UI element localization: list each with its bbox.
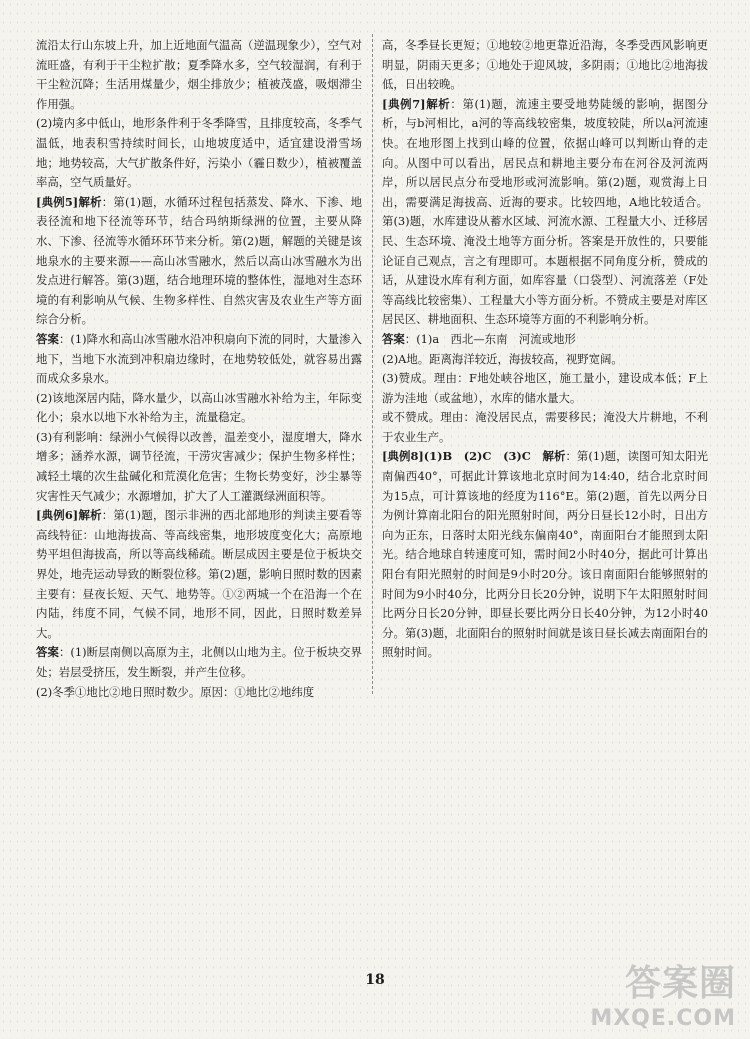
analysis-text: ：第(1)题，读图可知太阳光南偏西40°，可据此计算该地北京时间为14:40，结合北京时间为15点，可计算该地的经度为116°E。第(2)题，首先以两分日为例计算南北阳台的阳光照射时间，两分日昼长12小时，日出方向为正东，日落时太阳光线东偏南40°，南面阳台才能照到太阳光。结合地球自转速度可知，需时间2小时40分，据此可计算出阳台有阳光照射的时间是9小时20分。该日南面阳台能够照射的时间为9小时40分，比两分日长20分钟，说明下午太阳照射时间比两分日长20分钟，即昼长要比两分日长40分钟，为12小时40分。第(3)题，北面阳台的照射时间就是该日昼长减去南面阳台的照射时间。 — [382, 449, 708, 660]
example-5-analysis — [36, 193, 362, 330]
answer-label: 答案 — [36, 645, 59, 660]
analysis-label: 解析 — [542, 449, 566, 464]
analysis-label: 解析 — [425, 96, 451, 111]
analysis-text: ：第(1)题，水循环过程包括蒸发、降水、下渗、地表径流和地下径流等环节，结合玛纳斯绿洲的位置，主要从降水、下渗、径流等水循环环节来分析。第(2)题，解题的关键是该地泉水的主要来源——高山冰雪融水，然后以高山冰雪融水为出发点进行解答。第(3)题，结合地理环境的整体性，湿地对生态环境的有利影响从气候、生物多样性、自然灾害及农业生产等方面综合分析。 — [36, 194, 362, 327]
answer-text: (2)该地深居内陆，降水量少，以高山冰雪融水补给为主，年际变化小；泉水以地下水补给为主，流量稳定。 — [36, 390, 362, 425]
analysis-label: 解析 — [78, 194, 102, 209]
example-tag: [典例5] — [36, 194, 79, 209]
analysis-text: ：第(1)题，图示非洲的西北部地形的判读主要看等高线特征：山地海拔高、等高线密集，地形坡度变化大；高原地势平坦但海拔高，所以等高线稀疏。断层成因主要是位于板块交界处，地壳运动导致的断裂位移。第(2)题，影响日照时数的因素主要有：昼夜长短、天气、地势等。①②两城一个在沿海一个在内陆，纬度不同，气候不同，地形不同，因此，日照时数差异大。 — [36, 508, 362, 640]
answer-label: 答案 — [36, 331, 59, 346]
analysis-text: ：第(1)题，流速主要受地势陡缓的影响，据图分析，与b河相比，a河的等高线较密集，坡度较陡，所以a河流速快。在地形图上找到山峰的位置，依据山峰可以判断山脊的走向。从图中可以看出，居民点和耕地主要分布在河谷及河流两岸，所以居民点分布受地形或河流影响。第(2)题，观赏海上日出，需要满足海拔高、近海的要求。比较四地，A地比较适合。第(3)题，水库建设从蓄水区域、河流水源、工程量大小、迁移居民、生态环境、淹没土地等方面分析。答案是开放性的，只要能论证自己观点，言之有理即可。本题根据不同角度分析，赞成的话，从建设水库有利方面，如库容量（口袋型）、河流落差（F处等高线比较密集）、工程量大小等方面分析。不赞成主要是对库区居民区、耕地面积、生态环境等方面的不利影响分析。 — [382, 96, 708, 327]
answer-text: ：(1)a 西北—东南 河流或地形 — [404, 331, 576, 346]
example-tag: [典例8] — [382, 449, 424, 464]
paragraph: 流沿太行山东坡上升，加上近地面气温高（逆温现象少），空气对流旺盛，有利于干尘粒扩散；夏季降水多，空气较湿润，有利于干尘粒沉降；生活用煤量少，烟尘排放少；植被茂盛，吸烟滞尘作用强。 — [36, 38, 362, 111]
answer-text: (2)A地。距离海洋较近，海拔较高，视野宽阔。 — [382, 351, 623, 366]
left-column — [36, 36, 362, 702]
example-tag: [典例7] — [382, 96, 426, 111]
paragraph: (2)境内多中低山，地形条件利于冬季降雪，且排度较高，冬季气温低，地表积雪持续时间长，山地坡度适中，适宜建设滑雪场地；地势较高，大气扩散条件好，污染小（霾日数少），植被覆盖率高，空气质量好。 — [36, 116, 362, 190]
page-number: 18 — [365, 972, 385, 988]
analysis-label: 解析 — [78, 508, 102, 523]
example-tag: [典例6] — [36, 508, 79, 523]
answer-text: 或不赞成。理由：淹没居民点，需要移民；淹没大片耕地，不利于农业生产。 — [382, 410, 708, 444]
paragraph: 高，冬季昼长更短；①地较②地更靠近沿海，冬季受西风影响更明显，阴雨天更多；①地处于迎风坡，多阴雨；①地比②地海拔低，日出较晚。 — [382, 38, 708, 92]
column-divider — [372, 34, 373, 694]
answer-text: ：(1)降水和高山冰雪融水沿冲积扇向下流的同时，大量渗入地下，当地下水流到冲积扇边缘时，在地势较低处，就容易出露而成众多泉水。 — [36, 331, 362, 386]
example-7-analysis — [382, 95, 708, 330]
example-6-analysis — [36, 506, 362, 643]
example-7-answer — [382, 330, 708, 350]
watermark-logo: 答案圈 — [624, 963, 736, 1004]
answer-text: (2)冬季①地比②地日照时数少。原因：①地比②地纬度 — [36, 684, 315, 699]
watermark — [590, 955, 736, 1031]
answer-text: (3)赞成。理由：F地处峡谷地区，施工量小，建设成本低；F上游为洼地（或盆地），水库的储水量大。 — [382, 371, 708, 405]
answer-label: 答案 — [382, 331, 405, 346]
example-8 — [382, 447, 708, 663]
right-column — [382, 36, 708, 663]
choice-answers: (1)B (2)C (3)C — [423, 449, 531, 464]
watermark-url: MXQE.COM — [590, 1006, 736, 1031]
example-5-answer — [36, 330, 362, 389]
answer-text: (3)有利影响：绿洲小气候得以改善，温差变小，湿度增大，降水增多；涵养水源，调节径流，干涝灾害减少；保护生物多样性；减轻土壤的次生盐碱化和荒漠化危害；生物长势变好，沙尘暴等灾害性天气减少；水源增加，扩大了人工灌溉绿洲面积等。 — [36, 429, 362, 503]
answer-text: ：(1)断层南侧以高原为主，北侧以山地为主。位于板块交界处；岩层受挤压，发生断裂，并产生位移。 — [36, 645, 362, 679]
example-6-answer — [36, 643, 362, 682]
